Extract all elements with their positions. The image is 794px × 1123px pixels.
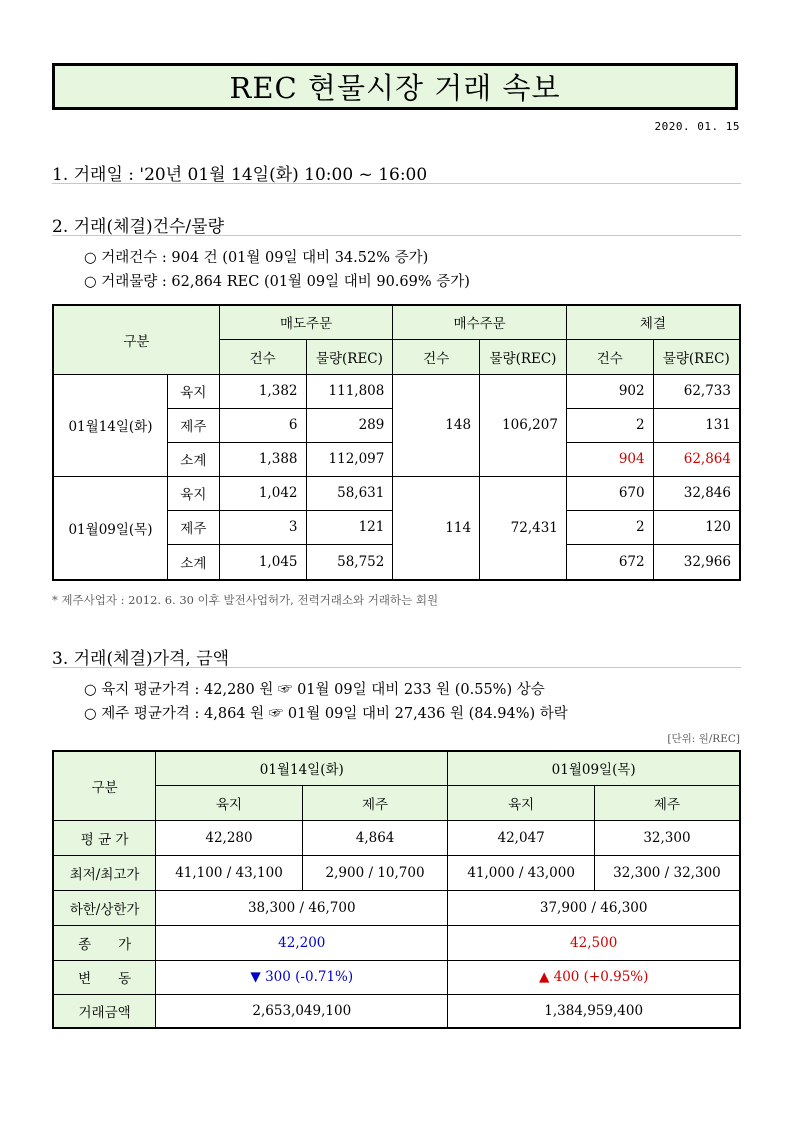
sell-count: 3 [219, 510, 306, 544]
close-0114: 42,200 [156, 925, 448, 960]
row-type: 육지 [167, 476, 219, 510]
deal-count: 902 [566, 374, 653, 408]
sell-count: 6 [219, 408, 306, 442]
header-deal-count: 건수 [566, 339, 653, 374]
header-deal: 체결 [566, 305, 740, 339]
row-label-change: 변 동 [53, 960, 156, 994]
header-buy-volume: 물량(REC) [480, 339, 567, 374]
header-sell-order: 매도주문 [219, 305, 393, 339]
divider [52, 667, 741, 668]
deal-volume: 131 [653, 408, 740, 442]
amount-0109: 1,384,959,400 [448, 994, 740, 1028]
sell-volume: 58,752 [306, 544, 393, 580]
row-label-limit: 하한/상한가 [53, 890, 156, 925]
deal-volume-total: 62,864 [653, 442, 740, 476]
report-title: REC 현물시장 거래 속보 [52, 63, 738, 110]
report-date: 2020. 01. 15 [654, 120, 740, 133]
deal-count: 670 [566, 476, 653, 510]
buy-volume: 72,431 [480, 476, 567, 580]
date-label-0109: 01월09일(목) [53, 476, 167, 580]
header-date-0109: 01월09일(목) [448, 751, 740, 785]
row-type: 제주 [167, 408, 219, 442]
limit-0114: 38,300 / 46,700 [156, 890, 448, 925]
sell-volume: 58,631 [306, 476, 393, 510]
deal-count-total: 904 [566, 442, 653, 476]
deal-volume: 120 [653, 510, 740, 544]
header-deal-volume: 물량(REC) [653, 339, 740, 374]
minmax-land-0109: 41,000 / 43,000 [448, 855, 595, 890]
row-type: 육지 [167, 374, 219, 408]
bullet-jeju-price: ○ 제주 평균가격 : 4,864 원 ☞ 01월 09일 대비 27,436 원 (84.94%) 하락 [84, 706, 568, 722]
header-sell-volume: 물량(REC) [306, 339, 393, 374]
change-0114: ▼ 300 (-0.71%) [156, 960, 448, 994]
header-category: 구분 [53, 305, 219, 374]
price-table [52, 750, 741, 1029]
buy-count: 114 [393, 476, 480, 580]
header-jeju: 제주 [594, 785, 740, 820]
sell-count: 1,045 [219, 544, 306, 580]
change-0109: ▲ 400 (+0.95%) [448, 960, 740, 994]
bullet-land-price: ○ 육지 평균가격 : 42,280 원 ☞ 01월 09일 대비 233 원 (0.55%) 상승 [84, 682, 545, 698]
minmax-jeju-0109: 32,300 / 32,300 [594, 855, 740, 890]
header-buy-order: 매수주문 [393, 305, 567, 339]
header-date-0114: 01월14일(화) [156, 751, 448, 785]
sell-volume: 289 [306, 408, 393, 442]
sell-volume: 121 [306, 510, 393, 544]
deal-count: 672 [566, 544, 653, 580]
deal-count: 2 [566, 510, 653, 544]
minmax-land-0114: 41,100 / 43,100 [156, 855, 303, 890]
deal-volume: 32,846 [653, 476, 740, 510]
row-label-average: 평 균 가 [53, 820, 156, 855]
minmax-jeju-0114: 2,900 / 10,700 [302, 855, 448, 890]
volume-table [52, 304, 741, 581]
divider [52, 235, 741, 236]
divider [52, 183, 741, 184]
section-price-heading: 3. 거래(체결)가격, 금액 [52, 649, 230, 669]
header-category: 구분 [53, 751, 156, 820]
bullet-trade-volume: ○ 거래물량 : 62,864 REC (01월 09일 대비 90.69% 증가) [84, 274, 470, 290]
section-volume-heading: 2. 거래(체결)건수/물량 [52, 217, 224, 237]
avg-jeju-0109: 32,300 [594, 820, 740, 855]
buy-volume: 106,207 [480, 374, 567, 476]
header-sell-count: 건수 [219, 339, 306, 374]
row-label-amount: 거래금액 [53, 994, 156, 1028]
buy-count: 148 [393, 374, 480, 476]
avg-land-0109: 42,047 [448, 820, 595, 855]
unit-label: [단위: 원/REC] [667, 733, 740, 745]
amount-0114: 2,653,049,100 [156, 994, 448, 1028]
deal-volume: 62,733 [653, 374, 740, 408]
row-label-close: 종 가 [53, 925, 156, 960]
row-type: 소계 [167, 442, 219, 476]
header-buy-count: 건수 [393, 339, 480, 374]
deal-count: 2 [566, 408, 653, 442]
limit-0109: 37,900 / 46,300 [448, 890, 740, 925]
row-label-minmax: 최저/최고가 [53, 855, 156, 890]
close-0109: 42,500 [448, 925, 740, 960]
sell-count: 1,042 [219, 476, 306, 510]
sell-volume: 112,097 [306, 442, 393, 476]
header-jeju: 제주 [302, 785, 448, 820]
header-land: 육지 [156, 785, 303, 820]
row-type: 소계 [167, 544, 219, 580]
deal-volume: 32,966 [653, 544, 740, 580]
sell-volume: 111,808 [306, 374, 393, 408]
avg-land-0114: 42,280 [156, 820, 303, 855]
jeju-footnote: * 제주사업자 : 2012. 6. 30 이후 발전사업허가, 전력거래소와 거래하는 회원 [52, 593, 439, 607]
sell-count: 1,388 [219, 442, 306, 476]
date-label-0114: 01월14일(화) [53, 374, 167, 476]
bullet-trade-count: ○ 거래건수 : 904 건 (01월 09일 대비 34.52% 증가) [84, 250, 429, 266]
header-land: 육지 [448, 785, 595, 820]
avg-jeju-0114: 4,864 [302, 820, 448, 855]
row-type: 제주 [167, 510, 219, 544]
section-trade-date: 1. 거래일 : '20년 01월 14일(화) 10:00 ~ 16:00 [52, 165, 428, 185]
sell-count: 1,382 [219, 374, 306, 408]
